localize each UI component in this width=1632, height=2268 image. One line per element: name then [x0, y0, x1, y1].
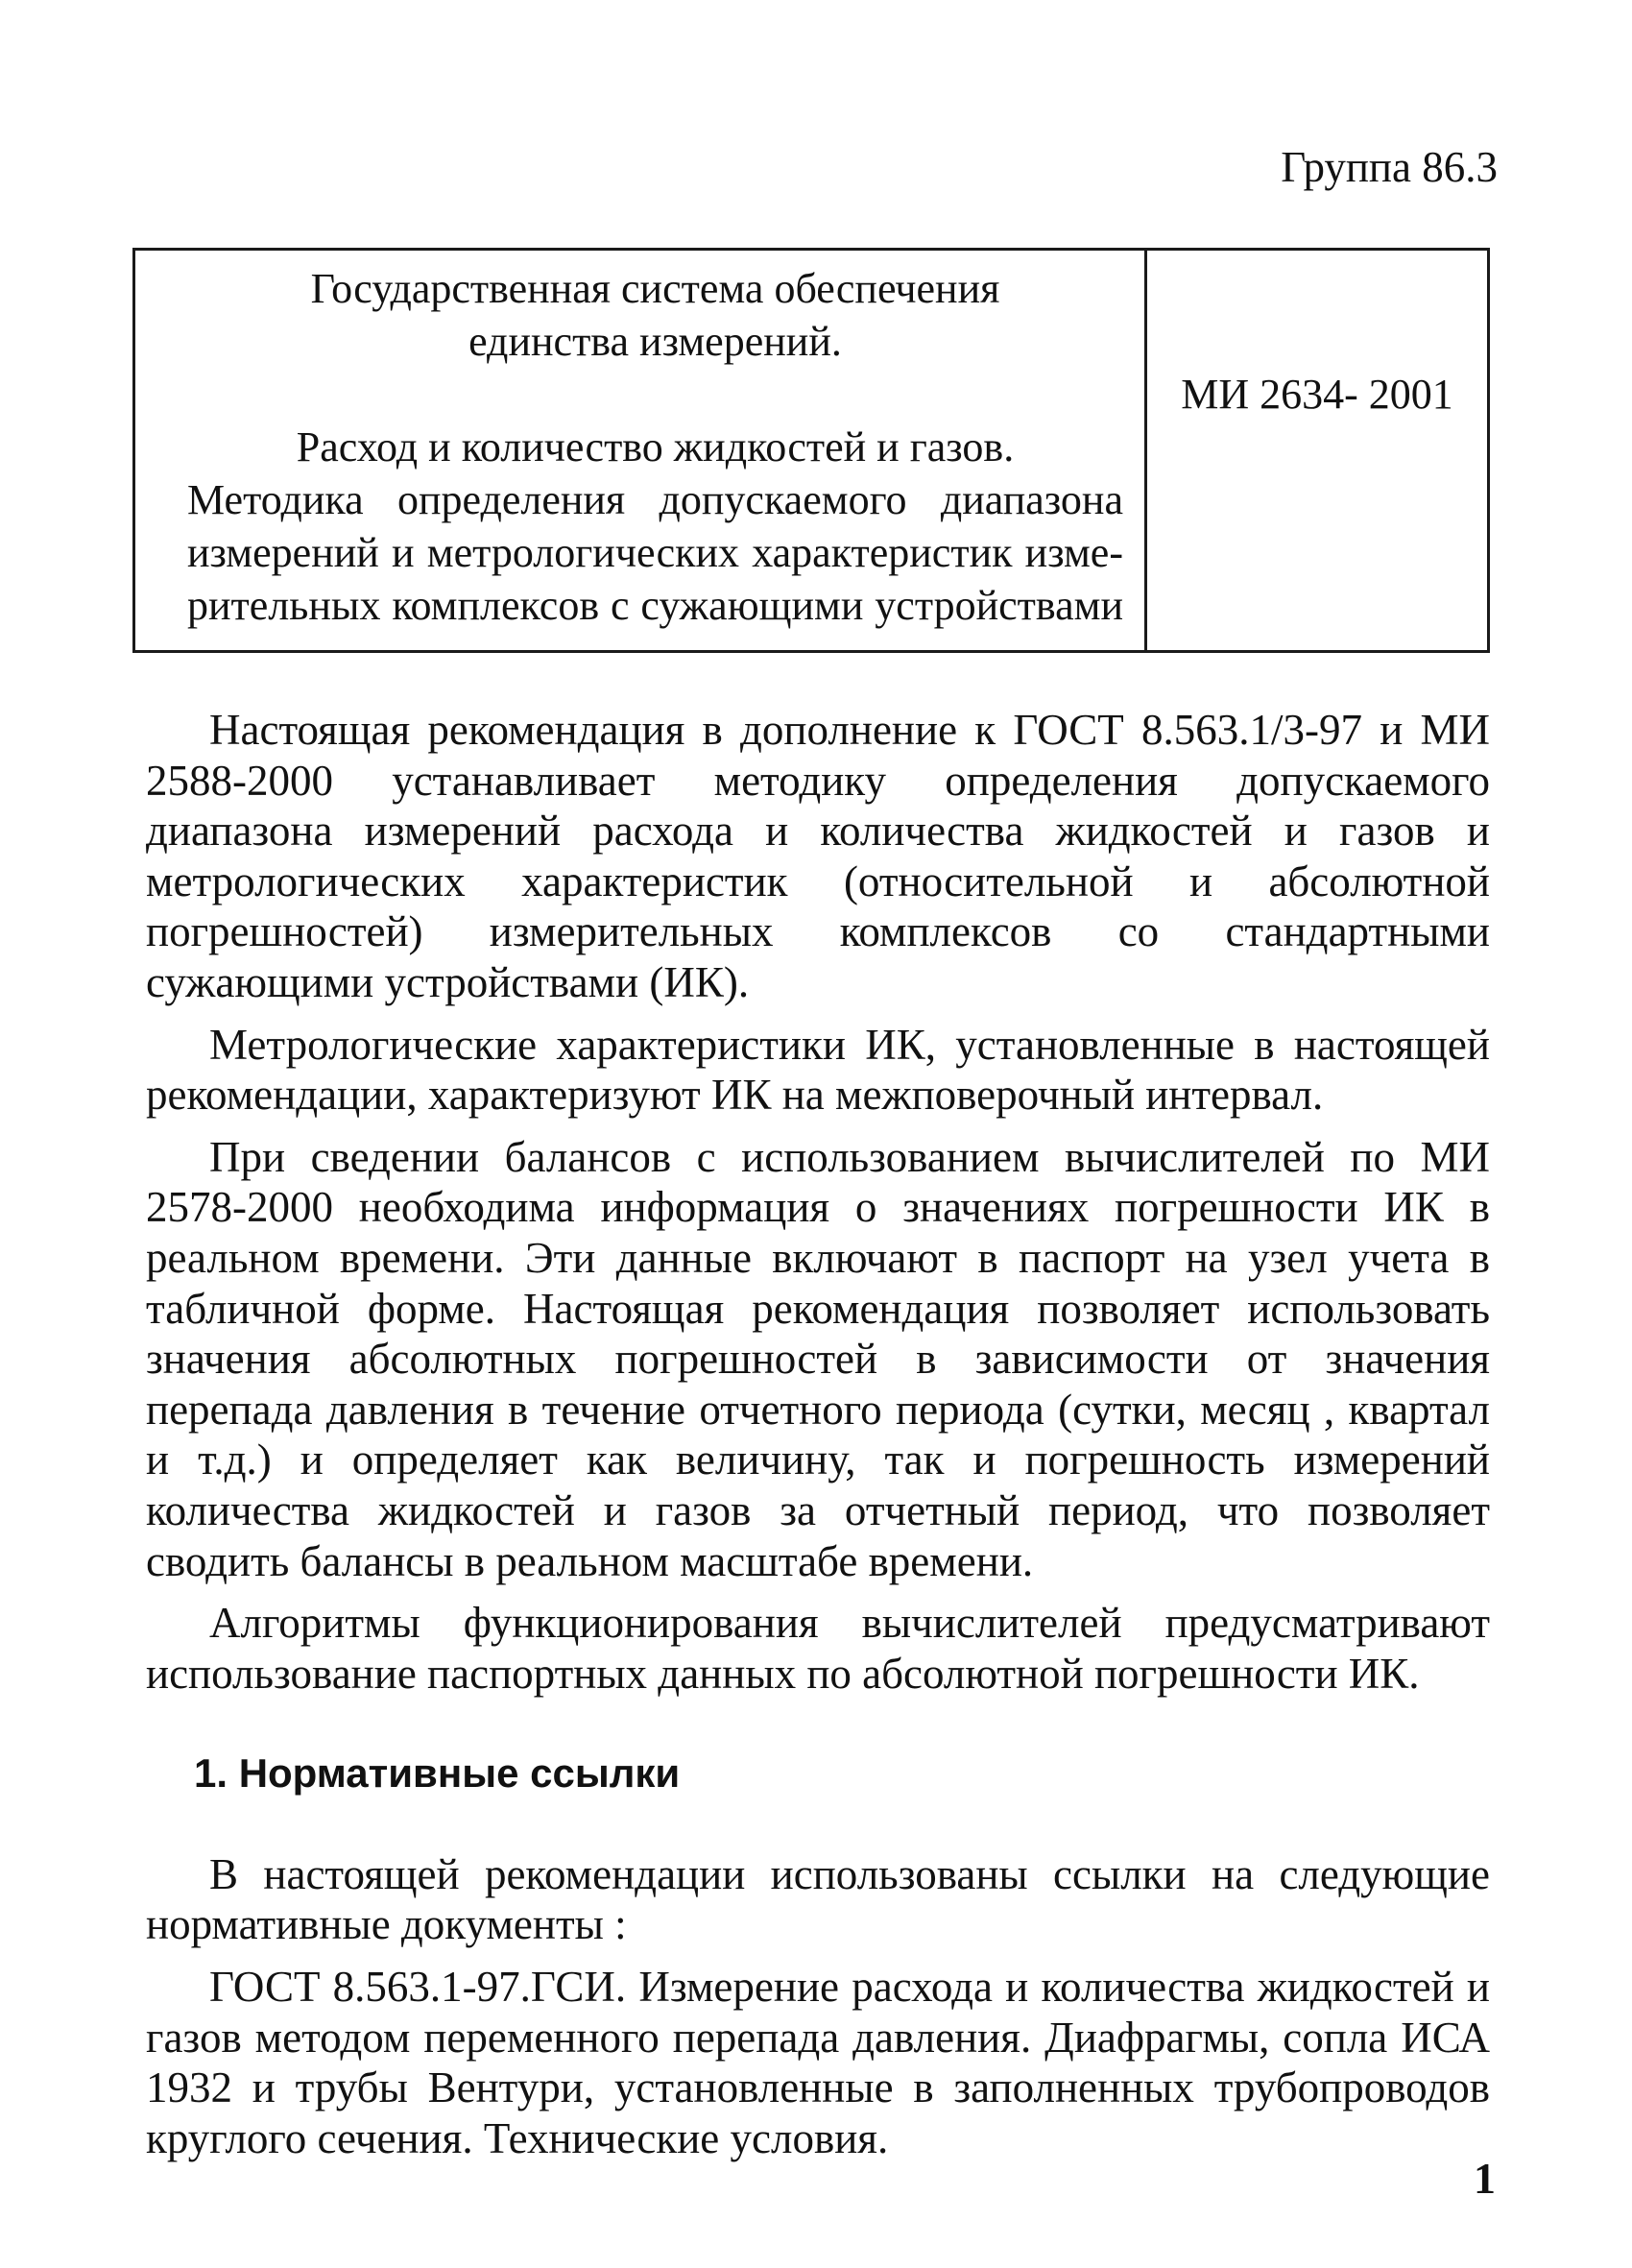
paragraph-algorithms: Алгоритмы функционирования вычислителей предусматривают использование паспортных данных по абсолютной погрешности ИК.	[146, 1599, 1490, 1698]
section-heading: 1. Нормативные ссылки	[194, 1750, 681, 1797]
paragraph-references-intro: В настоящей рекомендации использованы ссылки на следующие нормативные документы :	[146, 1849, 1490, 1949]
subject-line-1: Расход и количество жидкостей и газов.	[296, 423, 1015, 470]
title-table	[132, 248, 1490, 653]
subject-line-4: рительных комплексов с сужающими устройствами	[187, 582, 1123, 629]
org-line-1: Государственная система обеспечения	[310, 265, 1000, 312]
title-gap	[187, 368, 1123, 421]
org-line-2: единства измерений.	[468, 318, 842, 365]
subject-line-2: Методика определения допускаемого диапазона	[187, 476, 1123, 523]
doc-number-cell	[1147, 251, 1487, 650]
paragraph-gost-reference: ГОСТ 8.563.1-97.ГСИ. Измерение расхода и количества жидкостей и газов методом переменного перепада давления. Диафрагмы, сопла ИСА 1932 и трубы Вентури, установленные в заполненных трубопроводов круглого сечения. Технические условия.	[146, 1963, 1490, 2162]
document-body	[146, 705, 1490, 2175]
subject-line-3: измерений и метрологических характеристик изме-	[187, 529, 1123, 576]
group-label: Группа 86.3	[1281, 143, 1498, 191]
paragraph-balances: При сведении балансов с использованием вычислителей по МИ 2578-2000 необходима информация о значениях погрешности ИК в реальном времени. Эти данные включают в паспорт на узел учета в табличной форме. Настоящая рекомендация позволяет использовать значения абсолютных погрешностей в зависимости от значения перепада давления в течение отчетного периода (сутки, месяц , квартал и т.д.) и определяет как величину, так и погрешность измерений количества жидкостей и газов за отчетный период, что позволяет сводить балансы в реальном масштабе времени.	[146, 1132, 1490, 1585]
paragraph-metrology: Метрологические характеристики ИК, установленные в настоящей рекомендации, характеризуют ИК на межповерочный интервал.	[146, 1020, 1490, 1120]
title-cell	[135, 251, 1147, 650]
doc-number: МИ 2634- 2001	[1181, 371, 1453, 418]
paragraph-intro: Настоящая рекомендация в дополнение к ГОСТ 8.563.1/3-97 и МИ 2588-2000 устанавливает методику определения допускаемого диапазона измерений расхода и количества жидкостей и газов и метрологических характеристик (относительной и абсолютной погрешностей) измерительных комплексов со стандартными сужающими устройствами (ИК).	[146, 706, 1490, 1006]
page-number: 1	[1474, 2154, 1496, 2203]
